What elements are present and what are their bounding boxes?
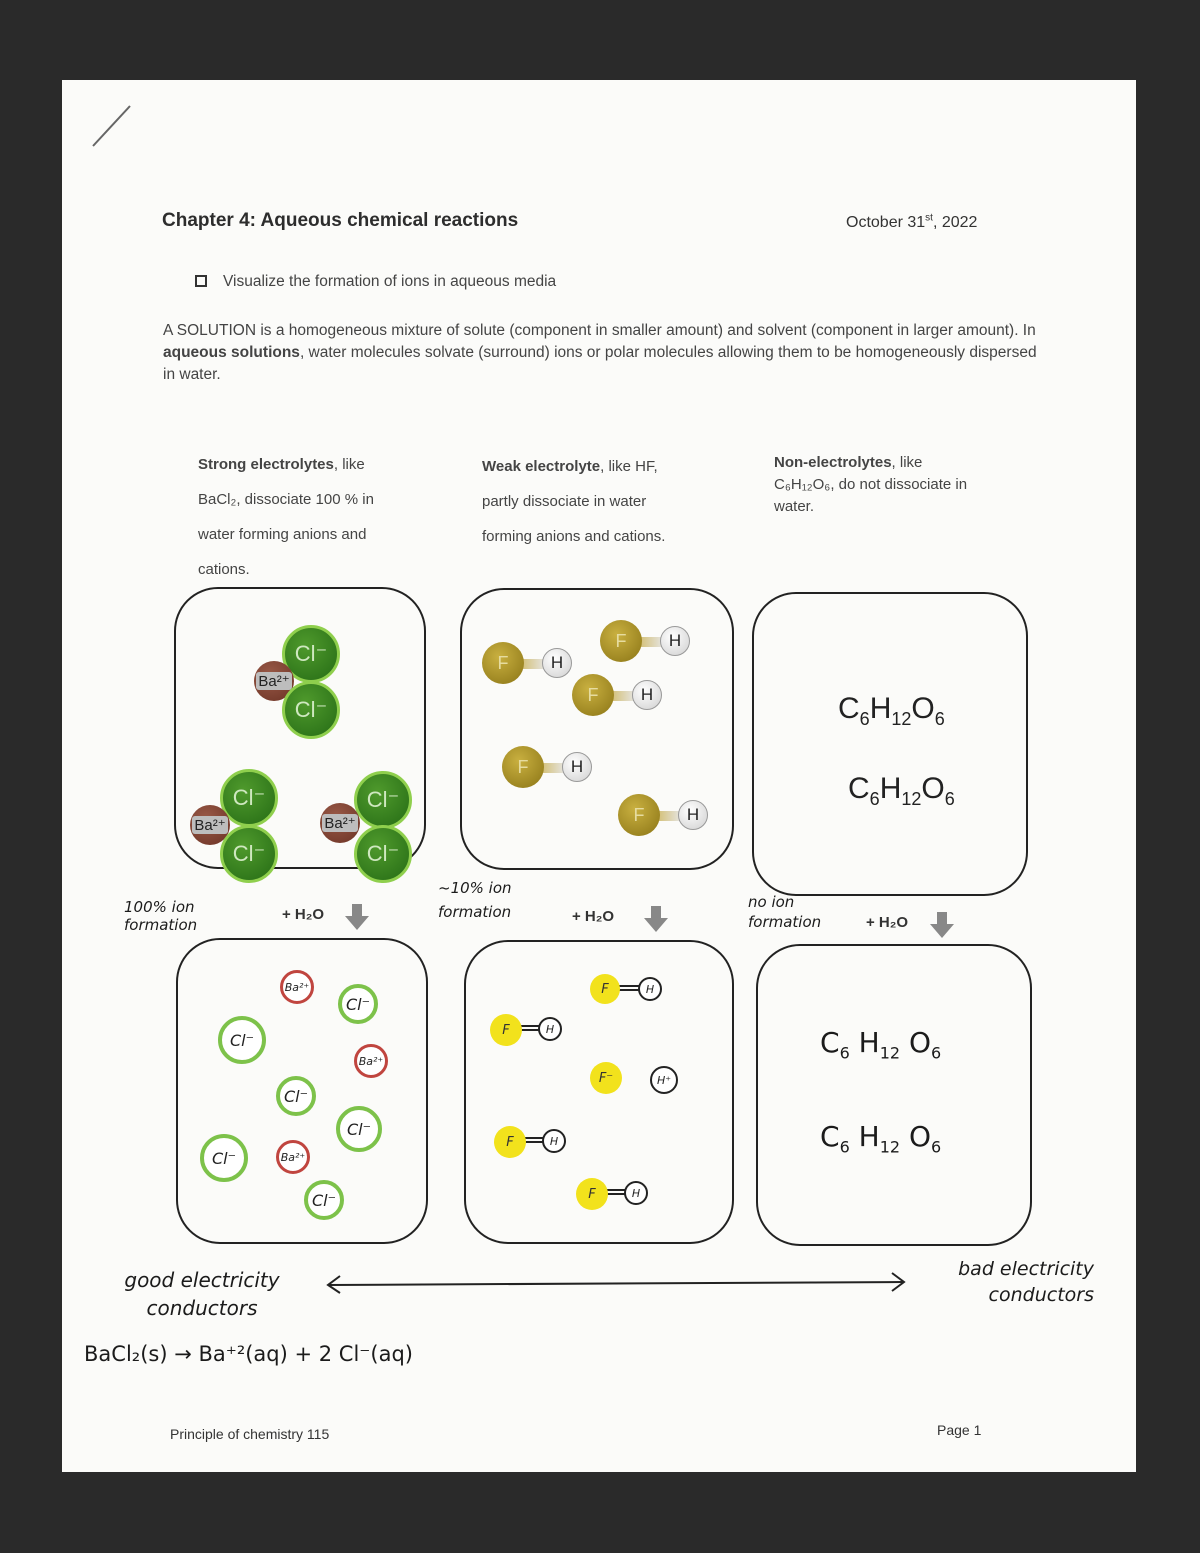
intro-paragraph: A SOLUTION is a homogeneous mixture of solute (component in smaller amount) and solvent (component in larger amount). In aqueous solutions, water molecules solvate (surround) ions or polar molecules allowing them to be homogeneously dispersed in water. bbox=[163, 322, 1037, 383]
glucose-formula-handwritten: $C_6$ $H_{12}$ $O_6$ bbox=[820, 1120, 942, 1157]
f-ion: F⁻ bbox=[590, 1062, 622, 1094]
good-conductor-note: good electricity conductors bbox=[124, 1268, 280, 1320]
footer-page: Page 1 bbox=[937, 1422, 982, 1438]
cl-ion: Cl⁻ bbox=[220, 825, 278, 883]
weak-electrolyte-desc: Weak electrolyte, like HF, partly dissociate in water forming anions and cations. bbox=[482, 458, 666, 545]
non-electrolyte-box bbox=[752, 592, 1028, 896]
cl-ion-solvated: Cl⁻ bbox=[304, 1180, 344, 1220]
chapter-title: Chapter 4: Aqueous chemical reactions bbox=[162, 210, 519, 231]
cl-ion-solvated: Cl⁻ bbox=[200, 1134, 248, 1182]
checkbox-icon[interactable] bbox=[195, 275, 207, 287]
non-electrolyte-dissolved-box bbox=[756, 944, 1032, 1246]
arrow-down-icon bbox=[345, 904, 369, 930]
footer-course: Principle of chemistry 115 bbox=[170, 1426, 330, 1442]
cl-ion: Cl⁻ bbox=[282, 681, 340, 739]
non-note: no ion formation bbox=[748, 893, 822, 931]
cl-ion: Cl⁻ bbox=[354, 825, 412, 883]
strong-solid-box bbox=[174, 587, 426, 869]
objective-text: Visualize the formation of ions in aqueous media bbox=[223, 273, 557, 290]
arrow-down-icon bbox=[930, 912, 954, 938]
non-electrolyte-desc: Non-electrolytes, like C₆H₁₂O₆, do not dissociate in water. bbox=[774, 454, 968, 515]
ba-ion-solvated: Ba²⁺ bbox=[280, 970, 314, 1004]
cl-ion: Cl⁻ bbox=[220, 769, 278, 827]
strong-dissolved-box bbox=[176, 938, 428, 1244]
cl-ion: Cl⁻ bbox=[282, 625, 340, 683]
glucose-formula: $C_6H_{12}O_6$ bbox=[838, 692, 945, 729]
cl-ion-solvated: Cl⁻ bbox=[218, 1016, 266, 1064]
ba-ion: Ba²⁺ bbox=[320, 803, 360, 843]
add-water-label: + H₂O bbox=[866, 914, 909, 931]
worksheet-page bbox=[62, 80, 1136, 1472]
glucose-formula-handwritten: $C_6$ $H_{12}$ $O_6$ bbox=[820, 1026, 942, 1063]
pencil-mark bbox=[90, 100, 140, 150]
ba-ion-solvated: Ba²⁺ bbox=[276, 1140, 310, 1174]
strong-electrolyte-desc: Strong electrolytes, like BaCl₂, dissociate 100 % in water forming anions and cations. bbox=[198, 456, 374, 578]
weak-note: ~10% ion formation bbox=[438, 879, 512, 921]
cl-ion-solvated: Cl⁻ bbox=[276, 1076, 316, 1116]
h-ion: H⁺ bbox=[650, 1066, 678, 1094]
date bbox=[846, 213, 977, 232]
date-text: October 31st, 2022 bbox=[846, 213, 978, 232]
strong-note: 100% ion formation bbox=[124, 898, 198, 934]
weak-dissolved-box: F H F H F⁻ H⁺ F H F H bbox=[464, 940, 734, 1244]
weak-molecules-box: F H F H F H F H F H bbox=[460, 588, 734, 870]
ba-ion: Ba²⁺ bbox=[190, 805, 230, 845]
cl-ion-solvated: Cl⁻ bbox=[338, 984, 378, 1024]
ba-ion-solvated: Ba²⁺ bbox=[354, 1044, 388, 1078]
cl-ion-solvated: Cl⁻ bbox=[336, 1106, 382, 1152]
cl-ion: Cl⁻ bbox=[354, 771, 412, 829]
add-water-label: + H₂O bbox=[282, 906, 325, 923]
arrow-down-icon bbox=[644, 906, 668, 932]
add-water-label: + H₂O bbox=[572, 908, 615, 925]
glucose-formula: $C_6H_{12}O_6$ bbox=[848, 772, 955, 809]
ba-ion: Ba²⁺ bbox=[254, 661, 294, 701]
conductivity-arrow bbox=[324, 1268, 910, 1298]
dissociation-equation: BaCl₂(s) → Ba⁺²(aq) + 2 Cl⁻(aq) bbox=[84, 1342, 413, 1366]
bad-conductor-note: bad electricity conductors bbox=[958, 1258, 1094, 1306]
